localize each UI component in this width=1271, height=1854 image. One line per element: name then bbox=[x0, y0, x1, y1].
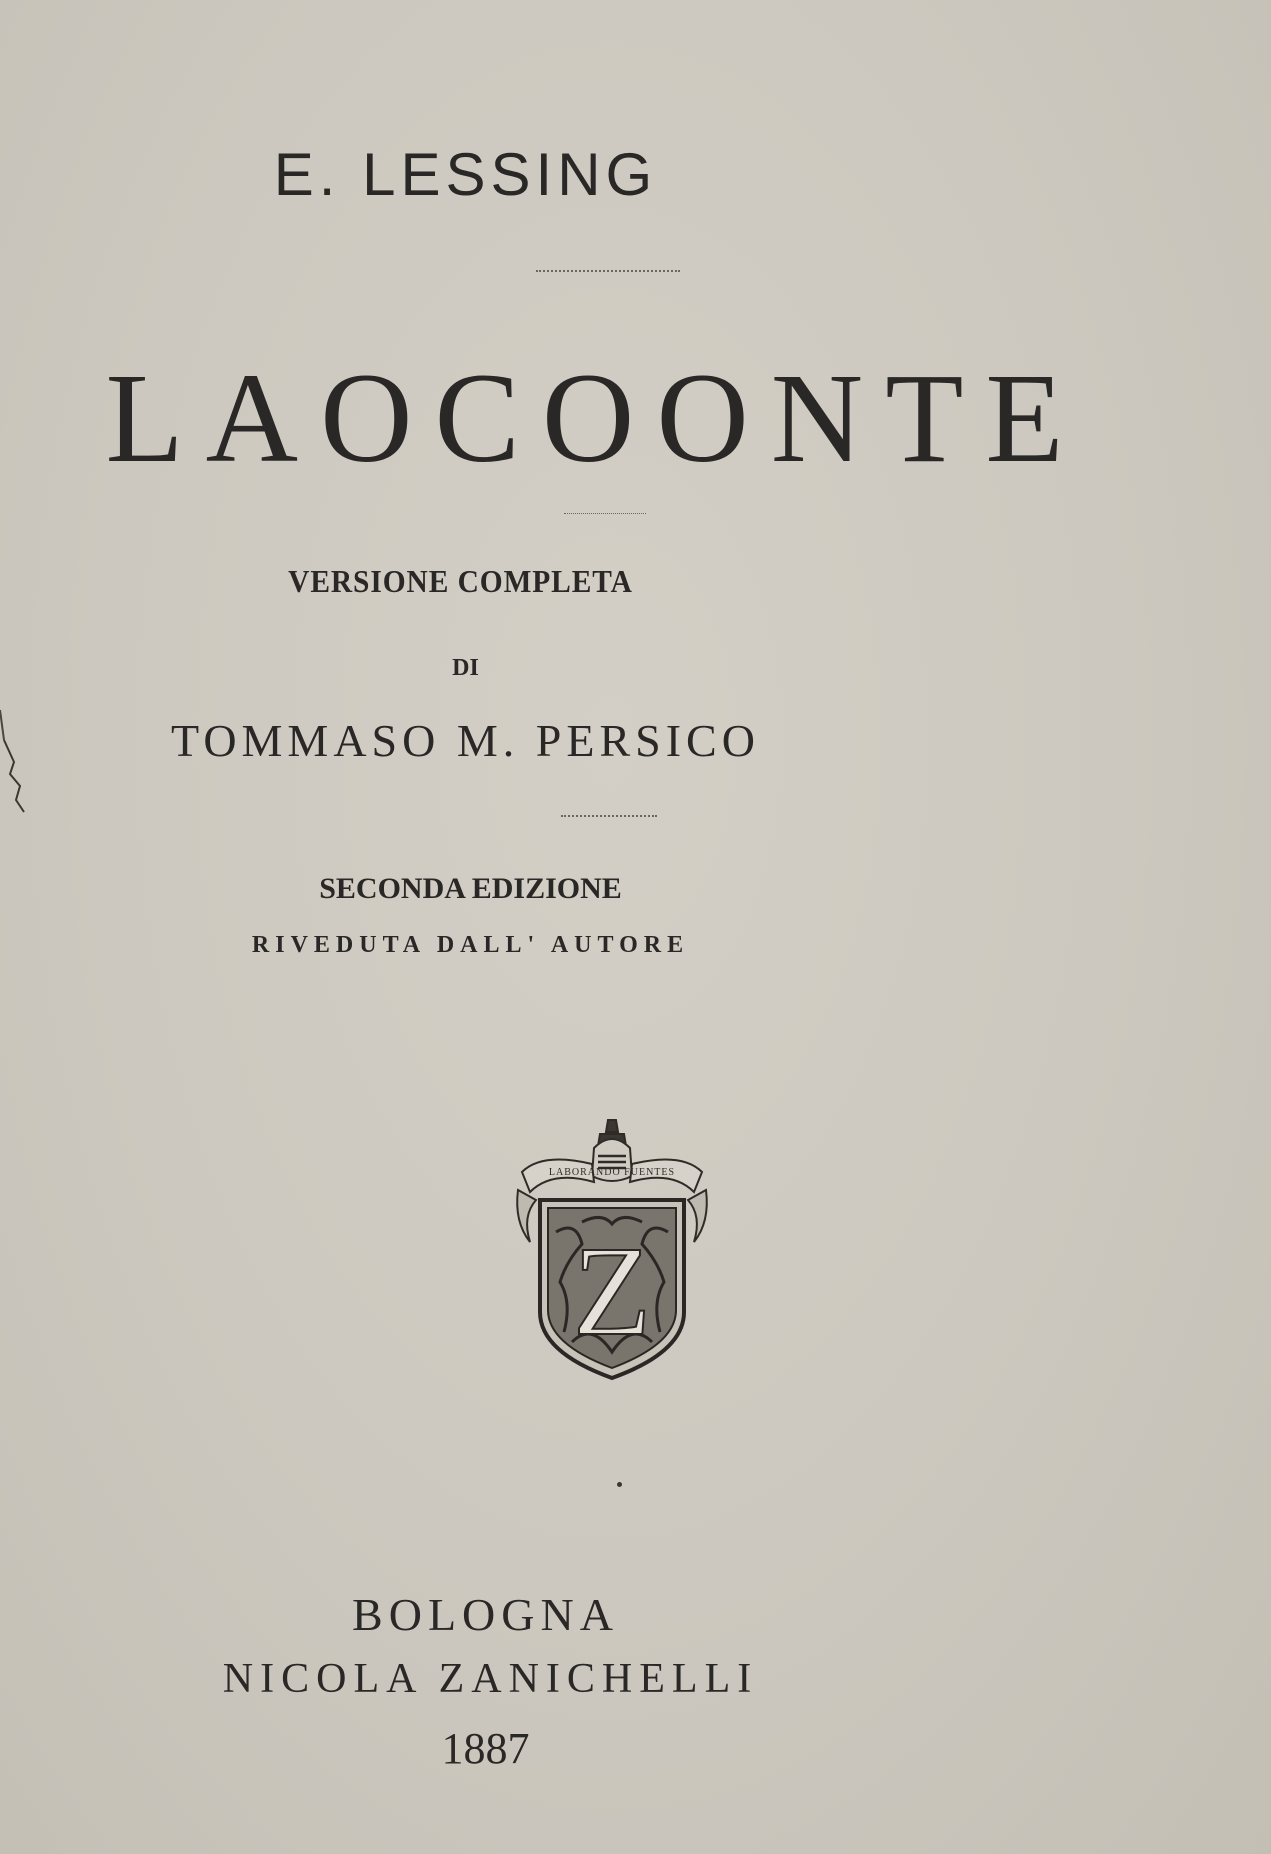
divider-rule bbox=[561, 815, 657, 817]
divider-rule bbox=[564, 513, 646, 514]
book-title: LAOCOONTE bbox=[105, 347, 1086, 489]
imprint-publisher: NICOLA ZANICHELLI bbox=[222, 1656, 759, 1702]
translator-name: TOMMASO M. PERSICO bbox=[171, 715, 760, 766]
emblem-motto: LABORANDO FUENTES bbox=[548, 1167, 676, 1178]
book-subtitle: VERSIONE COMPLETA bbox=[288, 563, 633, 599]
imprint-city: BOLOGNA bbox=[352, 1589, 619, 1640]
author-name: E. LESSING bbox=[273, 141, 658, 208]
edition-label: SECONDA EDIZIONE bbox=[319, 872, 622, 905]
page-edge-tear bbox=[0, 700, 36, 850]
divider-rule bbox=[536, 270, 680, 272]
revised-label: RIVEDUTA DALL' AUTORE bbox=[251, 932, 690, 958]
ink-dot bbox=[617, 1482, 622, 1487]
emblem-letter: Z bbox=[572, 1220, 652, 1362]
zanichelli-shield-icon bbox=[512, 1112, 712, 1382]
by-label: DI bbox=[452, 655, 479, 681]
imprint-year: 1887 bbox=[441, 1724, 530, 1773]
